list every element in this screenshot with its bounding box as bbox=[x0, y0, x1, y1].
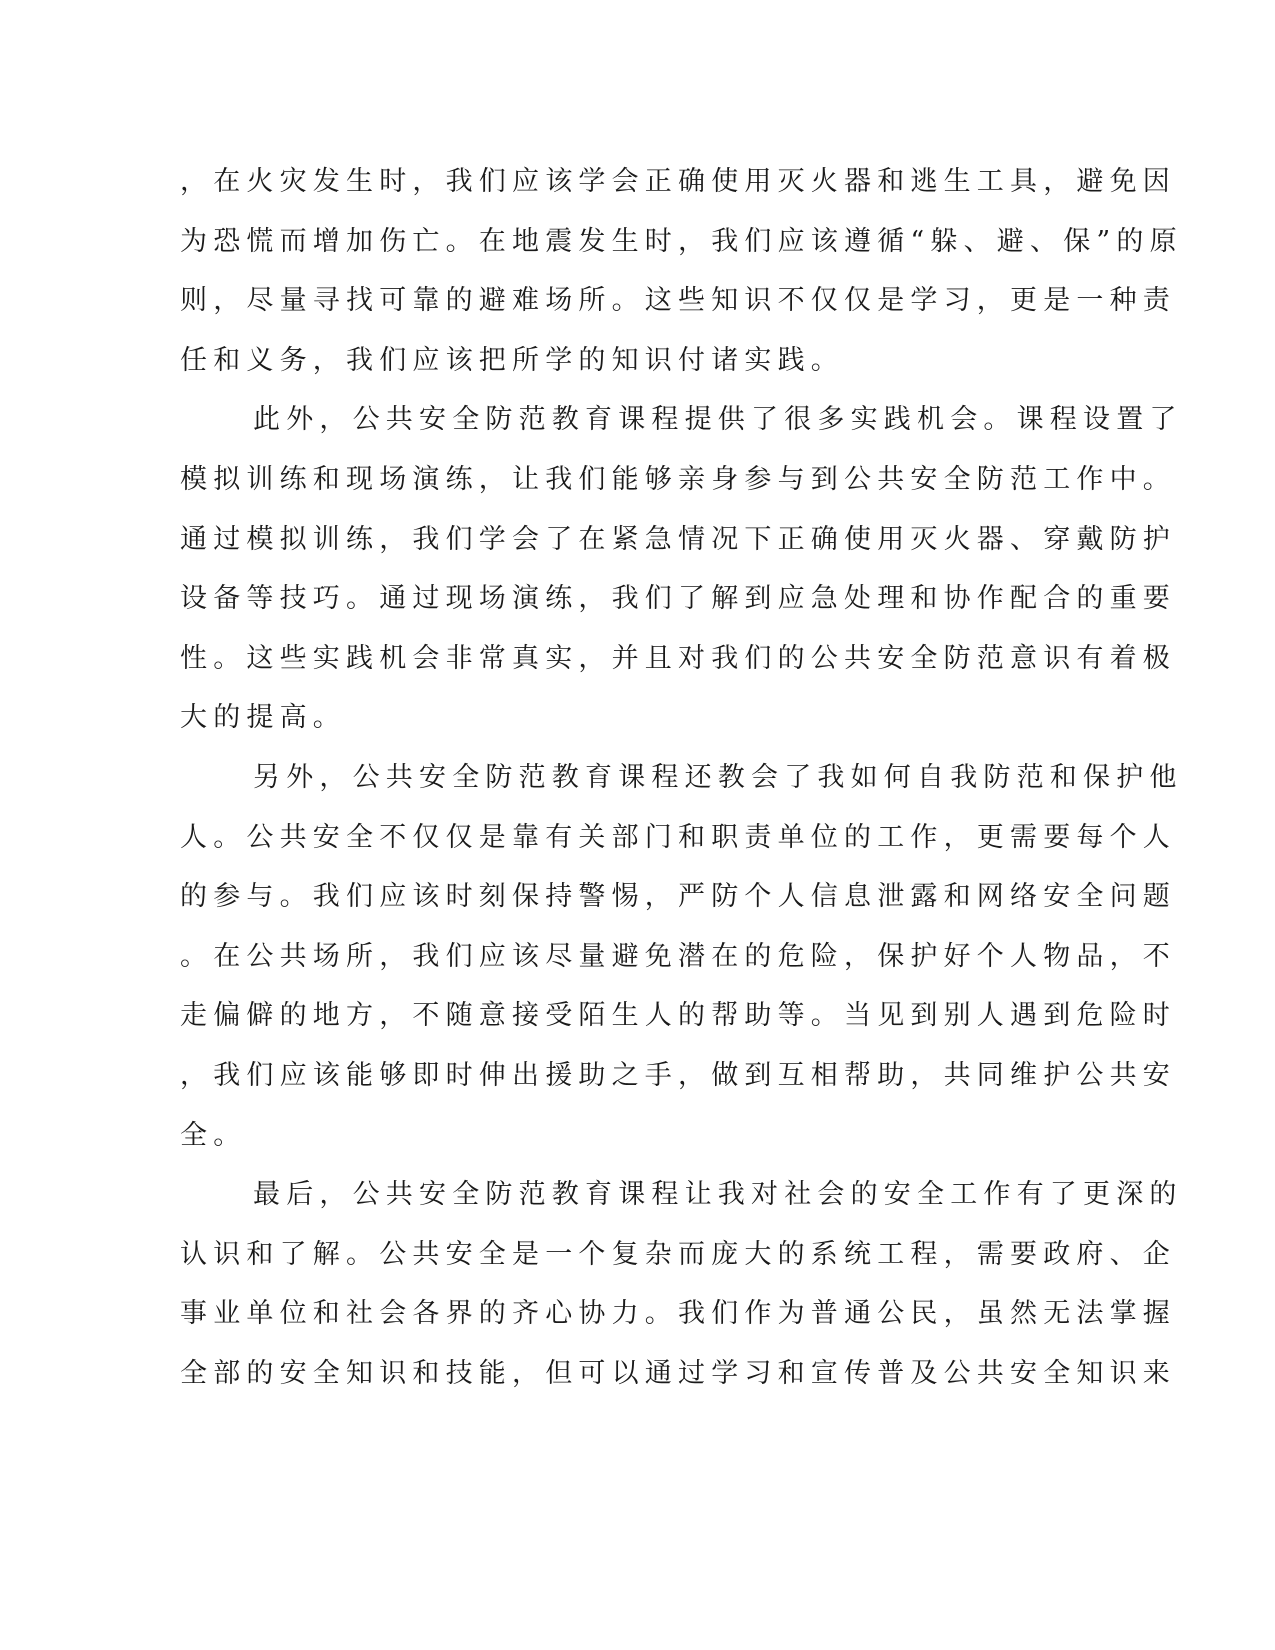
paragraph bbox=[180, 748, 1183, 1165]
text-line: 的参与。我们应该时刻保持警惕，严防个人信息泄露和网络安全问题 bbox=[180, 881, 1176, 913]
text-line: 性。这些实践机会非常真实，并且对我们的公共安全防范意识有着极 bbox=[180, 642, 1176, 674]
text-line: ，我们应该能够即时伸出援助之手，做到互相帮助，共同维护公共安 bbox=[180, 1059, 1176, 1091]
text-line: 最后，公共安全防范教育课程让我对社会的安全工作有了更深的 bbox=[253, 1179, 1183, 1211]
text-line: ，在火灾发生时，我们应该学会正确使用灭火器和逃生工具，避免因 bbox=[180, 166, 1176, 197]
text-line: 为恐慌而增加伤亡。在地震发生时，我们应该遵循“躲、避、保”的原 bbox=[180, 225, 1183, 257]
text-line: 全。 bbox=[180, 1119, 247, 1151]
text-line: 人。公共安全不仅仅是靠有关部门和职责单位的工作，更需要每个人 bbox=[180, 821, 1176, 853]
text-line: 另外，公共安全防范教育课程还教会了我如何自我防范和保护他 bbox=[253, 761, 1183, 793]
paragraph bbox=[180, 152, 1183, 390]
text-line: 事业单位和社会各界的齐心协力。我们作为普通公民，虽然无法掌握 bbox=[180, 1298, 1176, 1330]
text-line: 任和义务，我们应该把所学的知识付诸实践。 bbox=[180, 344, 844, 376]
paragraph bbox=[180, 1165, 1183, 1403]
text-line: 模拟训练和现场演练，让我们能够亲身参与到公共安全防范工作中。 bbox=[180, 463, 1176, 495]
text-line: 设备等技巧。通过现场演练，我们了解到应急处理和协作配合的重要 bbox=[180, 583, 1176, 615]
text-line: 走偏僻的地方，不随意接受陌生人的帮助等。当见到别人遇到危险时 bbox=[180, 1000, 1176, 1032]
text-line: 则，尽量寻找可靠的避难场所。这些知识不仅仅是学习，更是一种责 bbox=[180, 285, 1176, 317]
text-line: 通过模拟训练，我们学会了在紧急情况下正确使用灭火器、穿戴防护 bbox=[180, 523, 1176, 555]
text-line: 认识和了解。公共安全是一个复杂而庞大的系统工程，需要政府、企 bbox=[180, 1238, 1176, 1270]
body-text bbox=[180, 152, 1183, 1403]
paragraph bbox=[180, 390, 1183, 748]
text-line: 大的提高。 bbox=[180, 702, 346, 734]
text-line: 此外，公共安全防范教育课程提供了很多实践机会。课程设置了 bbox=[253, 404, 1183, 436]
text-line: 全部的安全知识和技能，但可以通过学习和宣传普及公共安全知识来 bbox=[180, 1357, 1176, 1389]
text-line: 。在公共场所，我们应该尽量避免潜在的危险，保护好个人物品，不 bbox=[180, 940, 1176, 972]
